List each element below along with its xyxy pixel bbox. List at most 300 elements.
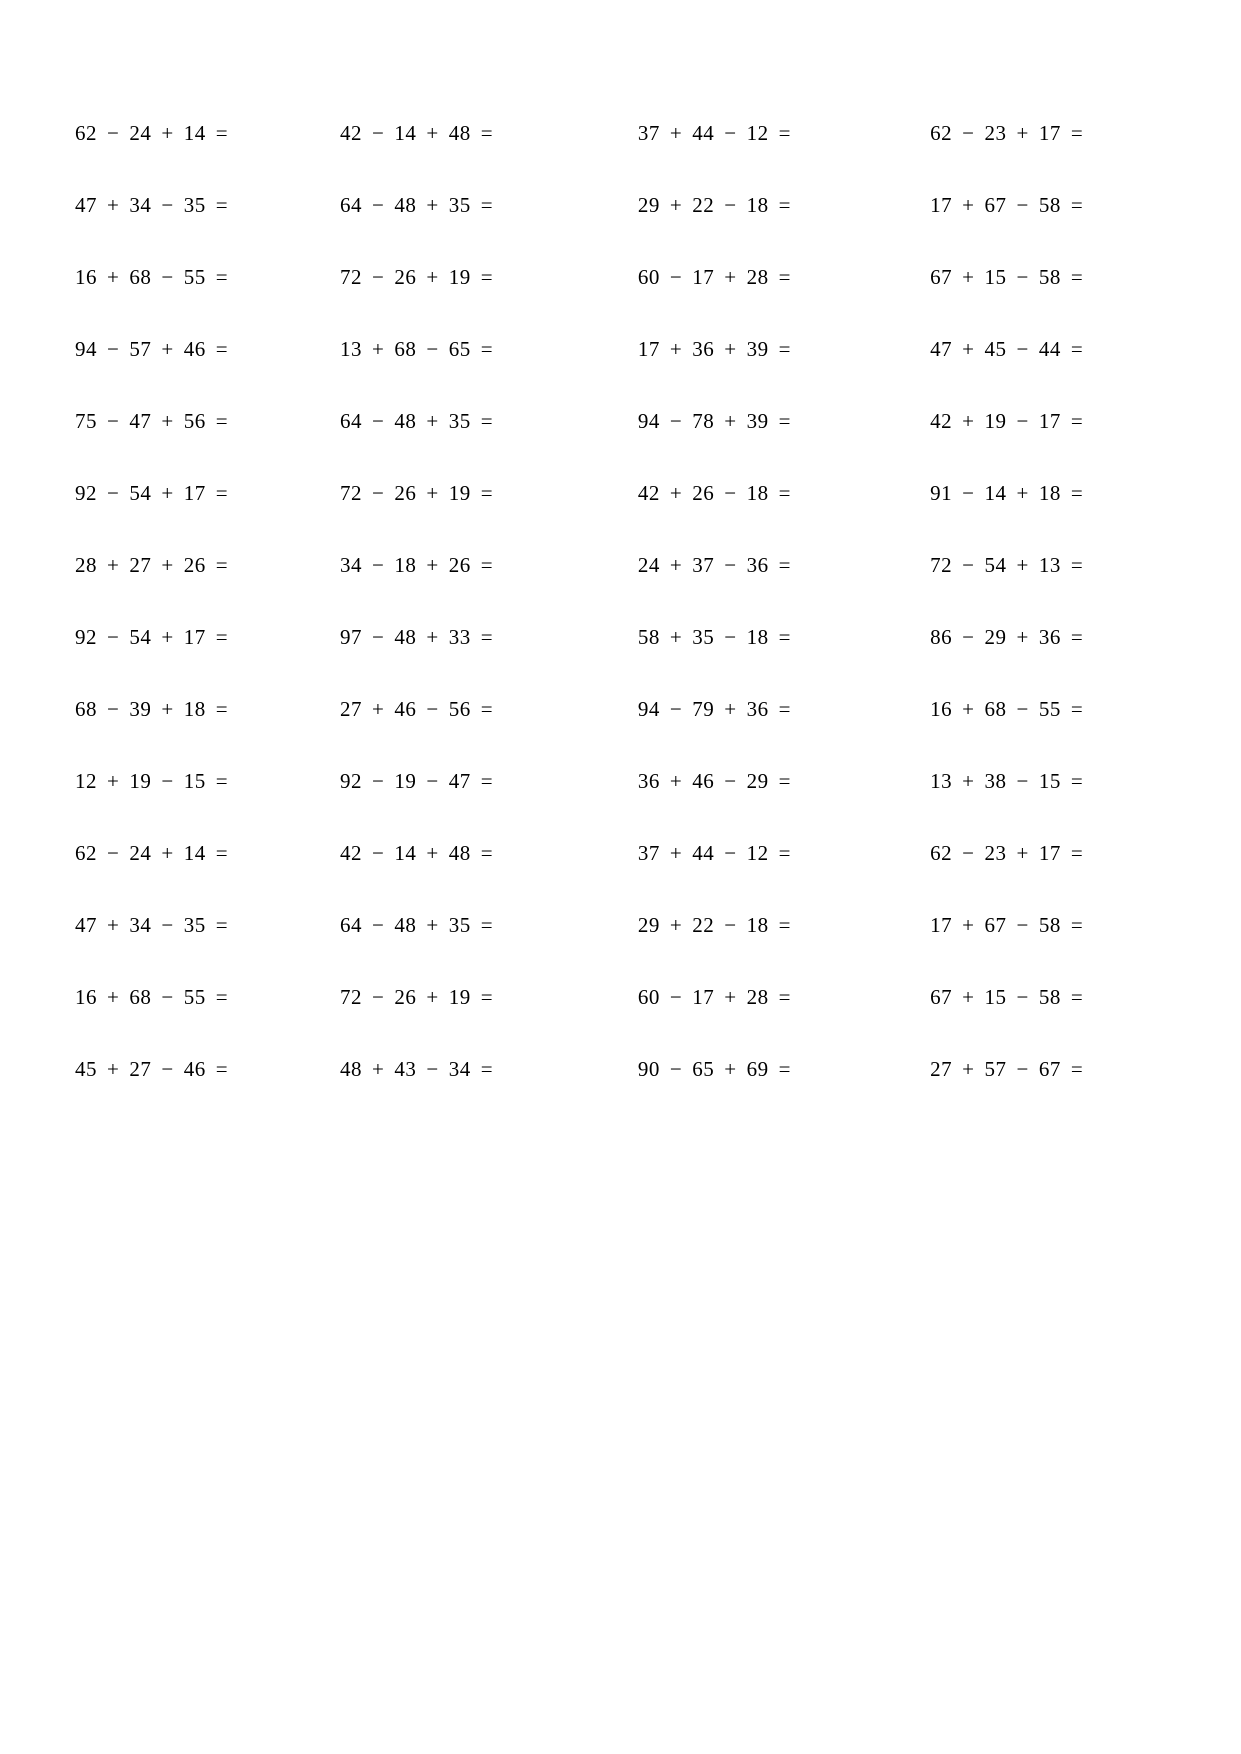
problem-row (60, 614, 1181, 660)
problem-row (60, 254, 1181, 300)
problem-token: + (372, 697, 385, 721)
problem-token: = (778, 841, 791, 865)
problem-token: 65 (448, 337, 471, 361)
problem-token: 26 (692, 481, 715, 505)
problem-token: + (1016, 553, 1029, 577)
problem-token: 17 (692, 985, 715, 1009)
math-problem (895, 830, 1181, 876)
math-problem (329, 614, 615, 660)
problem-token: 23 (984, 121, 1007, 145)
problem-token: 47 (930, 337, 953, 361)
problem-token: 35 (183, 193, 206, 217)
problem-token: + (161, 121, 174, 145)
problem-token: + (669, 553, 683, 577)
math-problem (60, 686, 329, 732)
problem-token: − (669, 985, 683, 1009)
problem-token: = (215, 337, 229, 361)
problem-token: 57 (984, 1057, 1007, 1081)
problem-row (60, 686, 1181, 732)
problem-token: − (161, 1057, 174, 1081)
problem-token: 67 (930, 265, 953, 289)
problem-token: = (778, 553, 791, 577)
problem-token: = (778, 985, 791, 1009)
problem-token: 19 (984, 409, 1007, 433)
problem-token: 62 (75, 841, 97, 865)
math-problem (895, 686, 1181, 732)
problem-token: + (669, 841, 683, 865)
problem-token: − (372, 265, 385, 289)
problem-token: = (778, 481, 791, 505)
problem-token: − (1016, 697, 1029, 721)
problem-token: 27 (129, 553, 152, 577)
math-problem (615, 902, 895, 948)
problem-token: − (107, 121, 120, 145)
problem-token: 26 (394, 985, 417, 1009)
problem-token: − (426, 697, 439, 721)
problem-token: 56 (183, 409, 206, 433)
problem-token: 17 (183, 481, 206, 505)
problem-token: + (426, 625, 439, 649)
problem-token: + (426, 409, 439, 433)
problem-token: + (962, 913, 975, 937)
problem-token: = (215, 913, 229, 937)
problem-token: + (426, 553, 439, 577)
problem-token: 13 (930, 769, 953, 793)
math-problem (60, 758, 329, 804)
math-problem (615, 758, 895, 804)
math-problem (329, 182, 615, 228)
problem-token: 47 (75, 913, 97, 937)
problem-token: 17 (183, 625, 206, 649)
problem-token: 29 (984, 625, 1007, 649)
math-problem (615, 398, 895, 444)
problem-token: = (1070, 121, 1084, 145)
problem-token: − (372, 193, 385, 217)
problem-token: − (372, 769, 385, 793)
problem-token: 13 (340, 337, 363, 361)
problem-token: + (426, 985, 439, 1009)
problem-token: 12 (746, 841, 769, 865)
problem-token: 28 (746, 265, 769, 289)
problem-token: 12 (75, 769, 97, 793)
problem-token: 62 (930, 121, 953, 145)
problem-token: 92 (75, 481, 97, 505)
problem-token: 72 (930, 553, 953, 577)
problem-token: = (480, 481, 494, 505)
problem-token: + (161, 553, 174, 577)
problem-token: − (372, 625, 385, 649)
problem-token: − (161, 265, 174, 289)
problem-token: − (161, 769, 174, 793)
problem-row (60, 1046, 1181, 1092)
problem-token: = (778, 697, 791, 721)
problem-token: + (1016, 841, 1029, 865)
problem-token: = (1070, 193, 1084, 217)
problem-token: 35 (183, 913, 206, 937)
problem-token: = (215, 481, 229, 505)
math-problem (615, 614, 895, 660)
problem-token: 54 (984, 553, 1007, 577)
problem-token: = (480, 409, 494, 433)
problem-token: − (107, 337, 120, 361)
problem-token: 75 (75, 409, 97, 433)
math-problem (60, 182, 329, 228)
problem-token: − (1016, 193, 1029, 217)
problem-token: 28 (746, 985, 769, 1009)
problem-token: 79 (692, 697, 715, 721)
problem-token: 47 (129, 409, 152, 433)
problem-token: = (480, 1057, 494, 1081)
problem-row (60, 902, 1181, 948)
problem-token: 64 (340, 193, 363, 217)
problem-token: 42 (637, 481, 660, 505)
problem-token: + (669, 913, 683, 937)
problem-row (60, 542, 1181, 588)
math-problem (895, 614, 1181, 660)
problem-token: 54 (129, 481, 152, 505)
math-problem (60, 614, 329, 660)
math-problem (615, 830, 895, 876)
problem-token: 18 (746, 193, 769, 217)
math-problem (329, 542, 615, 588)
problem-token: 62 (930, 841, 953, 865)
math-problem (60, 974, 329, 1020)
math-problem (895, 254, 1181, 300)
problem-token: 22 (692, 193, 715, 217)
problem-token: = (1070, 625, 1084, 649)
problem-token: 26 (394, 265, 417, 289)
problem-token: + (669, 121, 683, 145)
problem-token: + (669, 337, 683, 361)
problem-token: − (107, 697, 120, 721)
problem-token: = (778, 409, 791, 433)
problem-token: 45 (984, 337, 1007, 361)
problem-token: − (962, 121, 975, 145)
problem-row (60, 830, 1181, 876)
problem-token: 24 (129, 121, 152, 145)
math-problem (60, 326, 329, 372)
problem-token: 60 (637, 985, 660, 1009)
problem-token: + (426, 265, 439, 289)
problem-token: 17 (1038, 841, 1061, 865)
math-problem (329, 758, 615, 804)
problem-token: 48 (394, 625, 417, 649)
math-problem (615, 254, 895, 300)
problem-token: 36 (746, 697, 769, 721)
problem-token: + (372, 1057, 385, 1081)
problem-token: 37 (637, 121, 660, 145)
problem-token: 46 (394, 697, 417, 721)
problem-token: 13 (1038, 553, 1061, 577)
problem-token: − (372, 553, 385, 577)
problem-token: 27 (340, 697, 363, 721)
problem-token: − (724, 481, 737, 505)
problem-token: = (1070, 265, 1084, 289)
problem-token: 26 (183, 553, 206, 577)
math-problem (329, 470, 615, 516)
problem-token: + (669, 769, 683, 793)
problem-row (60, 974, 1181, 1020)
problem-token: − (372, 985, 385, 1009)
math-problem (895, 758, 1181, 804)
problem-token: 38 (984, 769, 1007, 793)
math-problem (329, 686, 615, 732)
problem-token: 67 (930, 985, 953, 1009)
problem-token: 36 (746, 553, 769, 577)
problem-token: 28 (75, 553, 97, 577)
problem-token: + (161, 697, 174, 721)
math-problem (895, 470, 1181, 516)
problem-token: 62 (75, 121, 97, 145)
math-problem (895, 326, 1181, 372)
problem-token: 58 (1038, 265, 1061, 289)
problem-token: = (1070, 1057, 1084, 1081)
problem-token: 44 (692, 841, 715, 865)
problem-token: 36 (1038, 625, 1061, 649)
problem-token: 48 (394, 913, 417, 937)
problem-token: = (1070, 409, 1084, 433)
problem-token: + (724, 1057, 737, 1081)
problem-token: 15 (183, 769, 206, 793)
problem-token: 27 (930, 1057, 953, 1081)
problem-token: = (1070, 985, 1084, 1009)
problem-token: − (724, 121, 737, 145)
problem-token: 17 (692, 265, 715, 289)
problem-token: 35 (692, 625, 715, 649)
problem-token: = (1070, 913, 1084, 937)
problem-token: − (372, 121, 385, 145)
problem-token: 19 (448, 481, 471, 505)
problem-token: 34 (340, 553, 363, 577)
problem-token: 14 (984, 481, 1007, 505)
problem-token: = (215, 985, 229, 1009)
problem-token: 42 (930, 409, 953, 433)
problem-token: 17 (930, 193, 953, 217)
problem-token: = (480, 769, 494, 793)
problem-token: − (1016, 1057, 1029, 1081)
problem-token: 24 (637, 553, 660, 577)
math-problem (615, 1046, 895, 1092)
problem-token: 92 (75, 625, 97, 649)
problem-token: 60 (637, 265, 660, 289)
math-problem (615, 182, 895, 228)
problem-token: + (962, 337, 975, 361)
problem-token: 36 (692, 337, 715, 361)
problem-token: + (962, 769, 975, 793)
problem-token: 33 (448, 625, 471, 649)
problem-token: 67 (984, 193, 1007, 217)
math-problem (615, 974, 895, 1020)
problem-token: 24 (129, 841, 152, 865)
problem-token: 36 (637, 769, 660, 793)
problem-token: = (778, 337, 791, 361)
problem-token: 42 (340, 121, 363, 145)
problem-token: 19 (394, 769, 417, 793)
problem-token: + (724, 409, 737, 433)
problem-token: − (372, 841, 385, 865)
math-problem (60, 902, 329, 948)
problem-token: 91 (930, 481, 953, 505)
math-problem (329, 1046, 615, 1092)
math-problem (615, 110, 895, 156)
math-problem (329, 830, 615, 876)
problem-token: 22 (692, 913, 715, 937)
problem-token: 26 (448, 553, 471, 577)
math-problem (615, 326, 895, 372)
problem-token: + (161, 625, 174, 649)
problem-grid (60, 110, 1181, 1092)
problem-token: 15 (984, 265, 1007, 289)
problem-token: 15 (984, 985, 1007, 1009)
problem-token: 69 (746, 1057, 769, 1081)
math-problem (615, 470, 895, 516)
math-problem (895, 182, 1181, 228)
problem-token: + (724, 265, 737, 289)
problem-token: 18 (746, 913, 769, 937)
problem-token: = (778, 265, 791, 289)
problem-token: 39 (746, 337, 769, 361)
problem-token: − (724, 769, 737, 793)
problem-row (60, 182, 1181, 228)
math-problem (895, 902, 1181, 948)
math-problem (60, 254, 329, 300)
problem-token: − (372, 409, 385, 433)
problem-token: − (426, 337, 439, 361)
problem-token: 43 (394, 1057, 417, 1081)
problem-token: = (480, 193, 494, 217)
problem-row (60, 110, 1181, 156)
problem-token: − (1016, 265, 1029, 289)
problem-token: 15 (1038, 769, 1061, 793)
problem-token: 39 (129, 697, 152, 721)
problem-token: 14 (183, 121, 206, 145)
problem-token: 48 (448, 121, 471, 145)
problem-token: 19 (129, 769, 152, 793)
problem-token: 72 (340, 265, 363, 289)
math-problem (60, 398, 329, 444)
problem-token: − (1016, 337, 1029, 361)
math-problem (60, 470, 329, 516)
problem-token: 17 (930, 913, 953, 937)
problem-token: + (372, 337, 385, 361)
math-problem (329, 110, 615, 156)
problem-token: − (372, 481, 385, 505)
problem-token: 56 (448, 697, 471, 721)
problem-token: + (669, 625, 683, 649)
problem-token: 46 (183, 1057, 206, 1081)
problem-token: 58 (637, 625, 660, 649)
problem-token: − (962, 553, 975, 577)
math-problem (60, 110, 329, 156)
problem-token: 37 (637, 841, 660, 865)
problem-token: 94 (75, 337, 97, 361)
problem-token: + (724, 985, 737, 1009)
problem-token: = (480, 337, 494, 361)
math-problem (895, 974, 1181, 1020)
problem-token: 55 (1038, 697, 1061, 721)
problem-token: 68 (394, 337, 417, 361)
problem-token: − (724, 553, 737, 577)
problem-token: − (669, 697, 683, 721)
problem-token: 86 (930, 625, 953, 649)
problem-token: − (426, 769, 439, 793)
problem-token: − (724, 841, 737, 865)
math-problem (329, 326, 615, 372)
math-problem (329, 254, 615, 300)
problem-token: + (161, 409, 174, 433)
problem-token: − (161, 985, 174, 1009)
problem-token: 67 (984, 913, 1007, 937)
problem-token: = (215, 625, 229, 649)
problem-token: = (480, 553, 494, 577)
problem-token: 14 (394, 121, 417, 145)
problem-token: 46 (692, 769, 715, 793)
math-problem (329, 398, 615, 444)
problem-token: 29 (637, 193, 660, 217)
problem-token: = (215, 265, 229, 289)
problem-token: 64 (340, 409, 363, 433)
problem-token: = (778, 121, 791, 145)
problem-token: 55 (183, 265, 206, 289)
problem-token: 23 (984, 841, 1007, 865)
problem-token: = (480, 697, 494, 721)
problem-token: + (426, 193, 439, 217)
problem-token: 18 (746, 625, 769, 649)
problem-token: = (480, 985, 494, 1009)
problem-token: = (215, 193, 229, 217)
problem-token: + (107, 985, 120, 1009)
problem-token: − (107, 625, 120, 649)
problem-token: 17 (637, 337, 660, 361)
problem-token: 14 (394, 841, 417, 865)
problem-token: − (724, 913, 737, 937)
problem-token: = (778, 625, 791, 649)
problem-token: − (161, 193, 174, 217)
problem-token: − (669, 265, 683, 289)
problem-row (60, 470, 1181, 516)
problem-token: + (107, 193, 120, 217)
problem-token: 78 (692, 409, 715, 433)
problem-token: 35 (448, 193, 471, 217)
problem-row (60, 758, 1181, 804)
problem-token: + (426, 121, 439, 145)
math-problem (895, 542, 1181, 588)
problem-token: 29 (637, 913, 660, 937)
problem-token: 18 (183, 697, 206, 721)
math-problem (329, 902, 615, 948)
problem-token: − (669, 1057, 683, 1081)
problem-token: 48 (448, 841, 471, 865)
problem-token: − (962, 481, 975, 505)
problem-token: 54 (129, 625, 152, 649)
problem-token: 17 (1038, 409, 1061, 433)
problem-token: 58 (1038, 913, 1061, 937)
math-problem (60, 542, 329, 588)
problem-token: + (107, 1057, 120, 1081)
problem-token: 35 (448, 913, 471, 937)
problem-token: = (1070, 553, 1084, 577)
math-problem (60, 1046, 329, 1092)
problem-token: 29 (746, 769, 769, 793)
problem-token: + (161, 841, 174, 865)
problem-row (60, 398, 1181, 444)
math-problem (615, 686, 895, 732)
problem-token: 17 (1038, 121, 1061, 145)
problem-token: 18 (394, 553, 417, 577)
math-problem (329, 974, 615, 1020)
problem-token: 67 (1038, 1057, 1061, 1081)
problem-token: + (1016, 625, 1029, 649)
